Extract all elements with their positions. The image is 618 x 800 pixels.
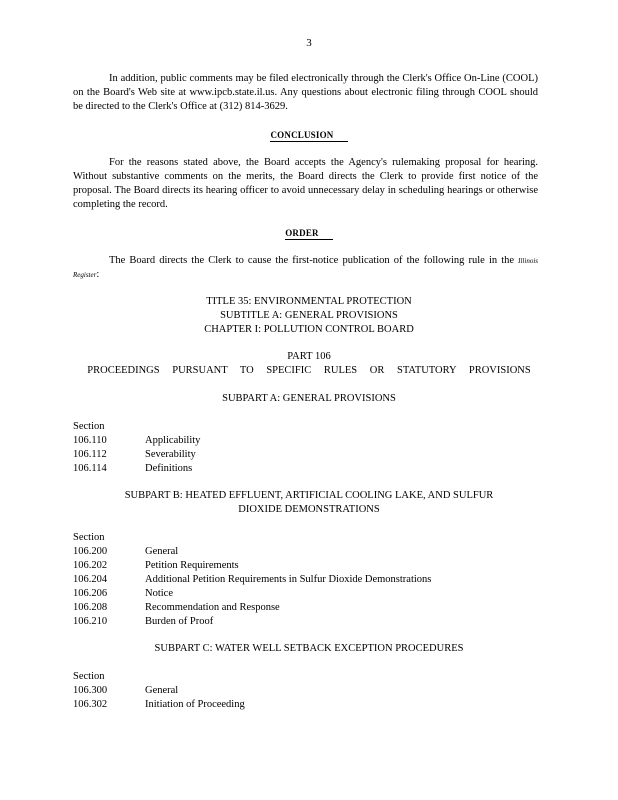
section-title: Petition Requirements bbox=[145, 560, 239, 571]
illinois-register-italic: Illinois Register bbox=[73, 257, 538, 279]
conclusion-heading bbox=[0, 130, 618, 140]
order-heading bbox=[0, 228, 618, 238]
section-number: 106.110 bbox=[73, 435, 107, 446]
part-line: PART 106 bbox=[287, 351, 331, 362]
section-number: 106.210 bbox=[73, 616, 108, 627]
section-title: Applicability bbox=[145, 435, 201, 446]
subpart-a-title: SUBPART A: GENERAL PROVISIONS bbox=[222, 393, 396, 404]
section-title: Initiation of Proceeding bbox=[145, 699, 245, 710]
list-item bbox=[73, 573, 533, 587]
section-title: Definitions bbox=[145, 463, 193, 474]
subpart-c-sections bbox=[73, 670, 533, 712]
list-item bbox=[73, 434, 533, 448]
section-title: Burden of Proof bbox=[145, 616, 214, 627]
section-label: Section bbox=[73, 671, 105, 682]
conclusion-paragraph: For the reasons stated above, the Board accepts the Agency's rulemaking proposal for hearing. Without substantive comments on the merits, the Board directs the Clerk to provide first notice of the proposal. The Board directs its hearing officer to avoid unnecessary delay in scheduling hearings or otherwise completing the record. bbox=[73, 157, 538, 210]
list-item bbox=[73, 698, 533, 712]
section-label: Section bbox=[73, 421, 105, 432]
section-title: General bbox=[145, 685, 179, 696]
title-line-3: CHAPTER I: POLLUTION CONTROL BOARD bbox=[204, 324, 414, 335]
section-title: Additional Petition Requirements in Sulfur Dioxide Demonstrations bbox=[145, 574, 432, 585]
list-item bbox=[73, 587, 533, 601]
list-item bbox=[73, 545, 533, 559]
title-line-1: TITLE 35: ENVIRONMENTAL PROTECTION bbox=[206, 296, 412, 307]
section-number: 106.202 bbox=[73, 560, 108, 571]
section-title: General bbox=[145, 546, 179, 557]
list-item bbox=[73, 462, 533, 476]
section-number: 106.208 bbox=[73, 602, 108, 613]
section-number: 106.114 bbox=[73, 463, 107, 474]
section-title: Notice bbox=[145, 588, 173, 599]
intro-paragraph: In addition, public comments may be filed electronically through the Clerk's Office On-Line (COOL) on the Board's Web site at www.ipcb.state.il.us. Any questions about electronic filing through COOL should be directed to the Clerk's Office at (312) 814-3629. bbox=[73, 73, 538, 112]
order-paragraph-colon: : bbox=[96, 269, 100, 280]
list-item bbox=[73, 601, 533, 615]
list-item bbox=[73, 448, 533, 462]
subpart-b-title-line-1: SUBPART B: HEATED EFFLUENT, ARTIFICIAL COOLING LAKE, AND SULFUR bbox=[124, 490, 494, 501]
section-number: 106.204 bbox=[73, 574, 108, 585]
subpart-c-title: SUBPART C: WATER WELL SETBACK EXCEPTION PROCEDURES bbox=[154, 643, 464, 654]
title-line-2: SUBTITLE A: GENERAL PROVISIONS bbox=[220, 310, 398, 321]
list-item bbox=[73, 684, 533, 698]
list-item bbox=[73, 559, 533, 573]
subpart-b-sections bbox=[73, 531, 533, 629]
section-title: Severability bbox=[145, 449, 196, 460]
section-number: 106.200 bbox=[73, 546, 108, 557]
order-paragraph-text: The Board directs the Clerk to cause the first-notice publication of the following rule in the bbox=[109, 255, 515, 266]
subpart-b-title-line-2: DIOXIDE DEMONSTRATIONS bbox=[238, 504, 380, 515]
section-label: Section bbox=[73, 532, 105, 543]
section-number: 106.300 bbox=[73, 685, 108, 696]
section-number: 106.206 bbox=[73, 588, 108, 599]
section-title: Recommendation and Response bbox=[145, 602, 280, 613]
part-title: PROCEEDINGS PURSUANT TO SPECIFIC RULES OR STATUTORY PROVISIONS bbox=[87, 365, 531, 376]
list-item bbox=[73, 615, 533, 629]
subpart-a-sections bbox=[73, 420, 533, 476]
order-paragraph bbox=[73, 254, 538, 282]
section-number: 106.112 bbox=[73, 449, 107, 460]
section-number: 106.302 bbox=[73, 699, 108, 710]
order-heading-text: ORDER bbox=[285, 228, 333, 240]
conclusion-heading-text: CONCLUSION bbox=[270, 130, 347, 142]
page-number: 3 bbox=[306, 37, 312, 49]
